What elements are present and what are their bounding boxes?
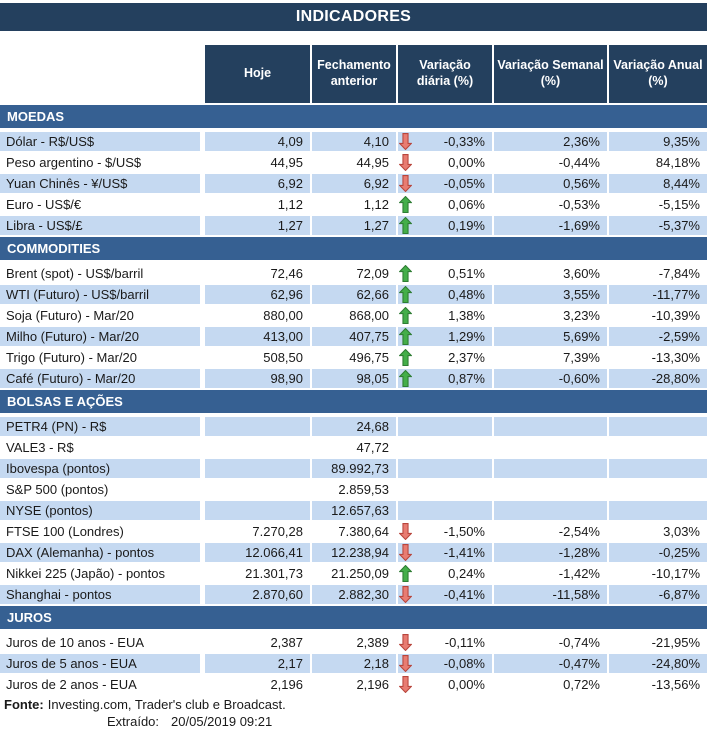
weekly-variation-value: -1,42% — [558, 566, 600, 581]
annual-variation-value — [609, 417, 707, 436]
hoje-value: 21.301,73 — [245, 566, 303, 581]
fechamento-anterior-value: 24,68 — [312, 417, 396, 436]
daily-variation-cell — [398, 369, 492, 388]
row-label: S&P 500 (pontos) — [6, 482, 109, 497]
daily-variation-value: -1,50% — [443, 524, 485, 539]
down-arrow-icon — [399, 586, 412, 603]
hoje-value: 1,12 — [277, 197, 303, 212]
daily-variation-value: 0,87% — [448, 371, 485, 386]
weekly-variation-value: 7,39% — [563, 350, 600, 365]
weekly-variation-value: 0,72% — [563, 677, 600, 692]
hoje-value: 7.270,28 — [252, 524, 303, 539]
row-label: DAX (Alemanha) - pontos — [0, 543, 200, 562]
daily-variation-cell — [398, 306, 492, 325]
row-label: VALE3 - R$ — [6, 440, 74, 455]
table-row — [0, 348, 707, 367]
weekly-variation-value: 3,55% — [494, 285, 607, 304]
annual-variation-value: -24,80% — [609, 654, 707, 673]
fechamento-anterior-value: 72,09 — [356, 266, 389, 281]
row-label: Brent (spot) - US$/barril — [6, 266, 144, 281]
weekly-variation-value: 2,36% — [494, 132, 607, 151]
weekly-variation-value: -0,53% — [558, 197, 600, 212]
daily-variation-cell — [398, 543, 492, 562]
daily-variation-cell — [398, 216, 492, 235]
annual-variation-value: -5,37% — [609, 216, 707, 235]
daily-variation-cell — [398, 132, 492, 151]
daily-variation-value: 0,24% — [448, 566, 485, 581]
column-header-hoje: Hoje — [205, 45, 310, 103]
source-label: Fonte: — [4, 697, 44, 712]
row-label: Café (Futuro) - Mar/20 — [0, 369, 200, 388]
daily-variation-value: 2,37% — [448, 350, 485, 365]
hoje-value: 6,92 — [205, 174, 310, 193]
daily-variation-value: 0,00% — [448, 677, 485, 692]
hoje-value: 4,09 — [205, 132, 310, 151]
row-label: Yuan Chinês - ¥/US$ — [0, 174, 200, 193]
daily-variation-cell — [398, 348, 492, 367]
daily-variation-value: 1,38% — [448, 308, 485, 323]
hoje-value: 2,196 — [270, 677, 303, 692]
table-row — [0, 675, 707, 694]
table-header-row — [0, 45, 707, 103]
hoje-value: 98,90 — [205, 369, 310, 388]
row-label: Juros de 10 anos - EUA — [6, 635, 145, 650]
daily-variation-cell — [398, 438, 492, 457]
weekly-variation-value — [494, 438, 607, 457]
table-row — [0, 264, 707, 283]
hoje-value: 1,27 — [205, 216, 310, 235]
table-row — [0, 285, 707, 304]
daily-variation-value: -0,41% — [443, 587, 485, 602]
daily-variation-value: 0,51% — [448, 266, 485, 281]
annual-variation-value: 3,03% — [663, 524, 700, 539]
hoje-value — [205, 438, 310, 457]
extraction-datetime: 20/05/2019 09:21 — [171, 714, 273, 729]
report-title-bar — [0, 3, 707, 31]
fechamento-anterior-value: 62,66 — [312, 285, 396, 304]
fechamento-anterior-value: 47,72 — [356, 440, 389, 455]
annual-variation-value: -21,95% — [651, 635, 700, 650]
weekly-variation-value: -2,54% — [558, 524, 600, 539]
table-row — [0, 633, 707, 652]
down-arrow-icon — [399, 676, 412, 693]
down-arrow-icon — [399, 154, 412, 171]
hoje-value: 2.870,60 — [205, 585, 310, 604]
fechamento-anterior-value: 2,389 — [356, 635, 389, 650]
fechamento-anterior-value: 21.250,09 — [331, 566, 389, 581]
daily-variation-cell — [398, 564, 492, 583]
up-arrow-icon — [399, 196, 412, 213]
daily-variation-cell — [398, 153, 492, 172]
down-arrow-icon — [399, 655, 412, 672]
fechamento-anterior-value: 12.238,94 — [312, 543, 396, 562]
hoje-value: 413,00 — [205, 327, 310, 346]
row-label: Shanghai - pontos — [0, 585, 200, 604]
hoje-value: 880,00 — [263, 308, 303, 323]
up-arrow-icon — [399, 286, 412, 303]
extraction-timestamp — [0, 713, 707, 730]
fechamento-anterior-value: 7.380,64 — [338, 524, 389, 539]
daily-variation-value: 1,29% — [448, 329, 485, 344]
daily-variation-cell — [398, 264, 492, 283]
section-header-juros: JUROS — [0, 606, 707, 629]
annual-variation-value: -2,59% — [609, 327, 707, 346]
annual-variation-value: -6,87% — [609, 585, 707, 604]
section-header-commodities: COMMODITIES — [0, 237, 707, 260]
table-row — [0, 216, 707, 235]
fechamento-anterior-value: 1,12 — [363, 197, 389, 212]
weekly-variation-value — [494, 480, 607, 499]
down-arrow-icon — [399, 175, 412, 192]
daily-variation-value: 0,06% — [448, 197, 485, 212]
annual-variation-value: -10,17% — [651, 566, 700, 581]
weekly-variation-value: 0,56% — [494, 174, 607, 193]
annual-variation-value: -13,56% — [651, 677, 700, 692]
daily-variation-cell — [398, 285, 492, 304]
daily-variation-value: 0,00% — [448, 155, 485, 170]
daily-variation-cell — [398, 522, 492, 541]
row-label: FTSE 100 (Londres) — [6, 524, 124, 539]
fechamento-anterior-value: 2.882,30 — [312, 585, 396, 604]
row-label: Nikkei 225 (Japão) - pontos — [6, 566, 165, 581]
weekly-variation-value: -0,44% — [558, 155, 600, 170]
annual-variation-value: -11,77% — [609, 285, 707, 304]
annual-variation-value — [609, 501, 707, 520]
header-spacer — [0, 45, 200, 103]
row-label: Juros de 5 anos - EUA — [0, 654, 200, 673]
down-arrow-icon — [399, 523, 412, 540]
fechamento-anterior-value: 496,75 — [349, 350, 389, 365]
down-arrow-icon — [399, 133, 412, 150]
up-arrow-icon — [399, 565, 412, 582]
daily-variation-value: -0,08% — [443, 656, 485, 671]
daily-variation-value: -0,11% — [444, 635, 485, 650]
daily-variation-cell — [398, 480, 492, 499]
hoje-value: 2,387 — [270, 635, 303, 650]
hoje-value — [205, 501, 310, 520]
table-row — [0, 195, 707, 214]
fechamento-anterior-value: 6,92 — [312, 174, 396, 193]
fechamento-anterior-value: 98,05 — [312, 369, 396, 388]
daily-variation-cell — [398, 585, 492, 604]
weekly-variation-value: -0,60% — [494, 369, 607, 388]
hoje-value: 44,95 — [270, 155, 303, 170]
table-row — [0, 564, 707, 583]
down-arrow-icon — [399, 634, 412, 651]
table-row — [0, 480, 707, 499]
table-row — [0, 585, 707, 604]
daily-variation-cell — [398, 633, 492, 652]
hoje-value: 62,96 — [205, 285, 310, 304]
weekly-variation-value: 3,23% — [563, 308, 600, 323]
column-header-variacao-semanal: Variação Semanal (%) — [494, 45, 607, 103]
hoje-value: 12.066,41 — [205, 543, 310, 562]
column-header-variacao-diaria: Variação diária (%) — [398, 45, 492, 103]
column-header-variacao-anual: Variação Anual (%) — [609, 45, 707, 103]
fechamento-anterior-value: 1,27 — [312, 216, 396, 235]
table-row — [0, 654, 707, 673]
up-arrow-icon — [399, 349, 412, 366]
table-row — [0, 369, 707, 388]
annual-variation-value: 84,18% — [655, 155, 700, 170]
column-header-fechamento-anterior: Fechamento anterior — [312, 45, 396, 103]
table-row — [0, 174, 707, 193]
row-label: PETR4 (PN) - R$ — [0, 417, 200, 436]
annual-variation-value: -7,84% — [658, 266, 700, 281]
row-label: Euro - US$/€ — [6, 197, 82, 212]
fechamento-anterior-value: 89.992,73 — [312, 459, 396, 478]
annual-variation-value: -0,25% — [609, 543, 707, 562]
annual-variation-value — [609, 438, 707, 457]
section-header-bolsas-e-acoes: BOLSAS E AÇÕES — [0, 390, 707, 413]
up-arrow-icon — [399, 370, 412, 387]
table-row — [0, 438, 707, 457]
table-row — [0, 417, 707, 436]
daily-variation-value: -0,33% — [443, 134, 485, 149]
table-row — [0, 306, 707, 325]
annual-variation-value — [609, 480, 707, 499]
annual-variation-value: -28,80% — [609, 369, 707, 388]
up-arrow-icon — [399, 328, 412, 345]
row-label: Ibovespa (pontos) — [0, 459, 200, 478]
weekly-variation-value: -1,69% — [494, 216, 607, 235]
weekly-variation-value — [494, 459, 607, 478]
extraction-label: Extraído: — [107, 714, 160, 729]
daily-variation-cell — [398, 417, 492, 436]
weekly-variation-value: -11,58% — [494, 585, 607, 604]
table-row — [0, 327, 707, 346]
up-arrow-icon — [399, 265, 412, 282]
fechamento-anterior-value: 2,18 — [312, 654, 396, 673]
row-label: Trigo (Futuro) - Mar/20 — [6, 350, 137, 365]
row-label: Peso argentino - $/US$ — [6, 155, 142, 170]
row-label: Dólar - R$/US$ — [0, 132, 200, 151]
table-row — [0, 153, 707, 172]
fechamento-anterior-value: 2.859,53 — [338, 482, 389, 497]
daily-variation-cell — [398, 174, 492, 193]
source-text: Investing.com, Trader's club e Broadcast. — [47, 697, 286, 712]
report-title: INDICADORES — [295, 8, 412, 25]
annual-variation-value: 9,35% — [609, 132, 707, 151]
section-header-moedas: MOEDAS — [0, 105, 707, 128]
source-note — [0, 696, 707, 713]
table-row — [0, 459, 707, 478]
hoje-value — [205, 480, 310, 499]
table-row — [0, 501, 707, 520]
annual-variation-value: -10,39% — [651, 308, 700, 323]
annual-variation-value: 8,44% — [609, 174, 707, 193]
annual-variation-value: -5,15% — [658, 197, 700, 212]
annual-variation-value: -13,30% — [651, 350, 700, 365]
daily-variation-cell — [398, 501, 492, 520]
table-body — [0, 105, 707, 694]
daily-variation-cell — [398, 459, 492, 478]
fechamento-anterior-value: 2,196 — [356, 677, 389, 692]
fechamento-anterior-value: 44,95 — [356, 155, 389, 170]
weekly-variation-value: -0,74% — [558, 635, 600, 650]
weekly-variation-value: 5,69% — [494, 327, 607, 346]
hoje-value: 508,50 — [263, 350, 303, 365]
up-arrow-icon — [399, 307, 412, 324]
hoje-value — [205, 417, 310, 436]
daily-variation-cell — [398, 654, 492, 673]
weekly-variation-value: -1,28% — [494, 543, 607, 562]
row-label: NYSE (pontos) — [0, 501, 200, 520]
down-arrow-icon — [399, 544, 412, 561]
row-label: Juros de 2 anos - EUA — [6, 677, 137, 692]
hoje-value — [205, 459, 310, 478]
weekly-variation-value — [494, 417, 607, 436]
hoje-value: 72,46 — [270, 266, 303, 281]
hoje-value: 2,17 — [205, 654, 310, 673]
row-label: Milho (Futuro) - Mar/20 — [0, 327, 200, 346]
fechamento-anterior-value: 12.657,63 — [312, 501, 396, 520]
daily-variation-cell — [398, 327, 492, 346]
fechamento-anterior-value: 407,75 — [312, 327, 396, 346]
fechamento-anterior-value: 4,10 — [312, 132, 396, 151]
daily-variation-cell — [398, 675, 492, 694]
row-label: WTI (Futuro) - US$/barril — [0, 285, 200, 304]
daily-variation-value: 0,19% — [448, 218, 485, 233]
up-arrow-icon — [399, 217, 412, 234]
annual-variation-value — [609, 459, 707, 478]
daily-variation-value: 0,48% — [448, 287, 485, 302]
weekly-variation-value — [494, 501, 607, 520]
daily-variation-value: -0,05% — [443, 176, 485, 191]
fechamento-anterior-value: 868,00 — [349, 308, 389, 323]
weekly-variation-value: 3,60% — [563, 266, 600, 281]
row-label: Libra - US$/£ — [0, 216, 200, 235]
weekly-variation-value: -0,47% — [494, 654, 607, 673]
table-row — [0, 543, 707, 562]
row-label: Soja (Futuro) - Mar/20 — [6, 308, 134, 323]
daily-variation-cell — [398, 195, 492, 214]
table-row — [0, 132, 707, 151]
daily-variation-value: -1,41% — [443, 545, 485, 560]
table-row — [0, 522, 707, 541]
